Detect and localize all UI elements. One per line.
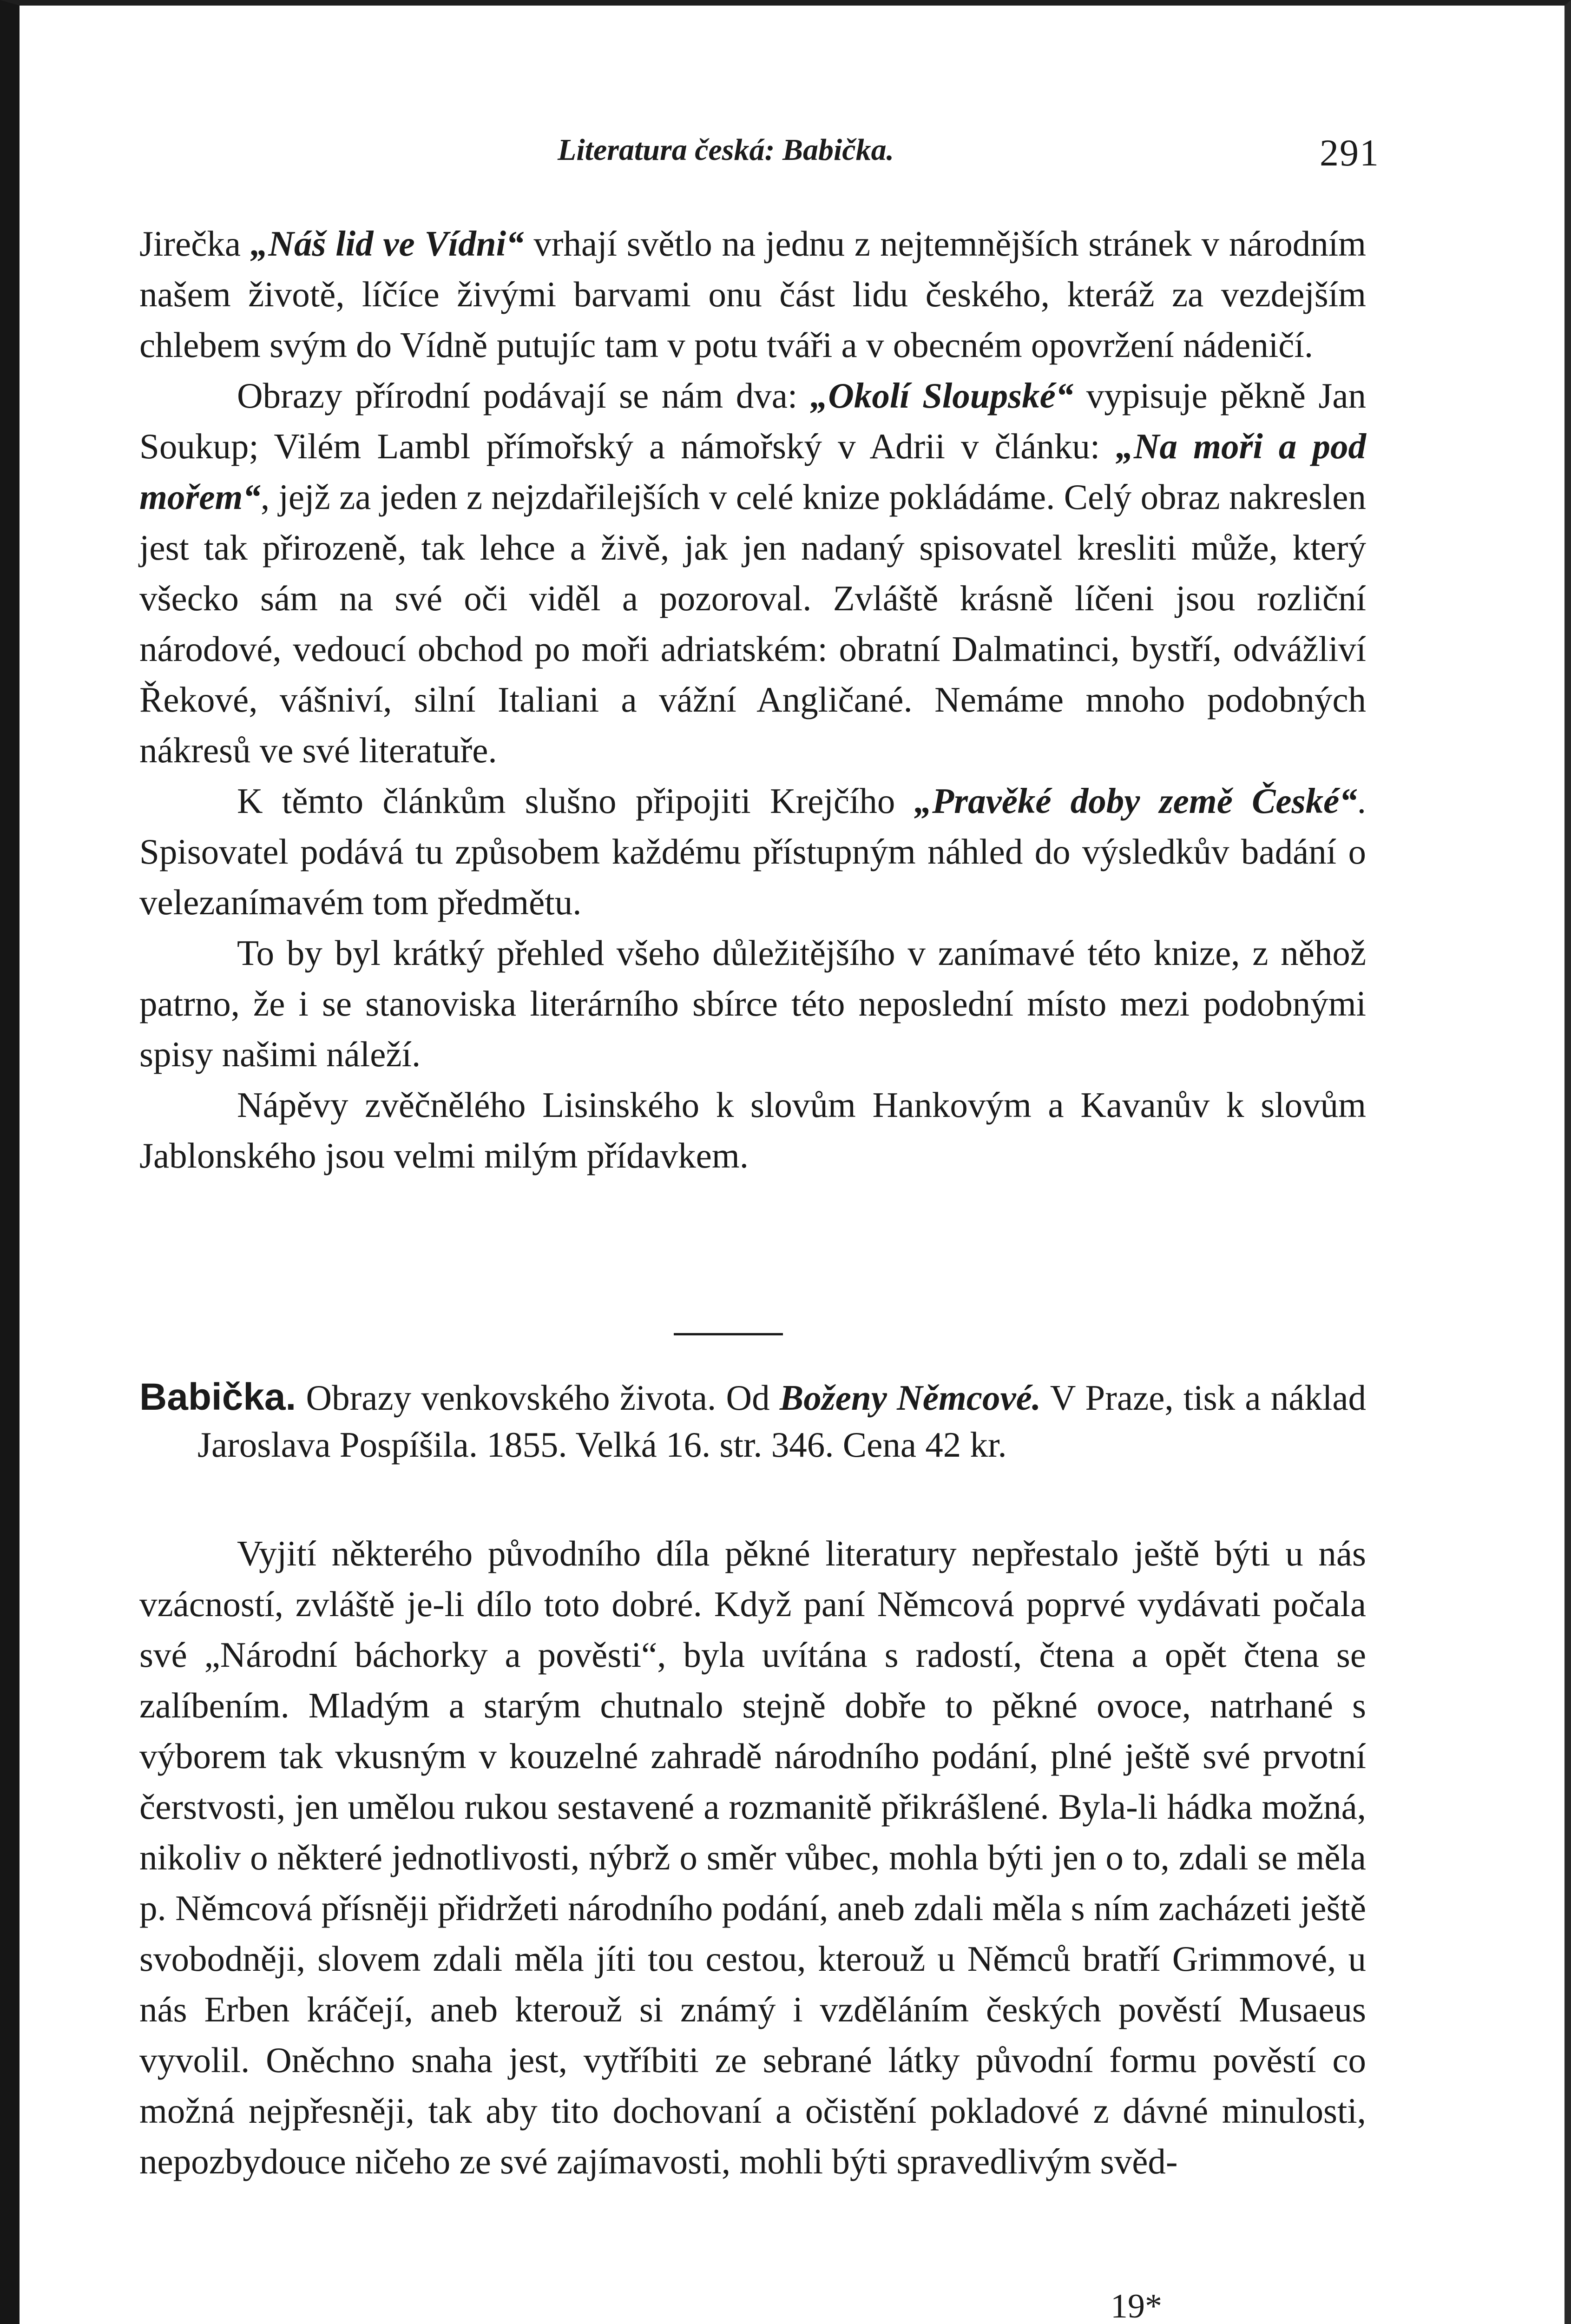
text-span: V Praze, tisk a náklad Jaroslava Pospíšila. 1855. Velká 16. str. 346. Cena 42 kr. [197,1378,1367,1465]
work-title: „Okolí Sloupské“ [810,376,1074,416]
text-span: , jejž za jeden z nejzdařilejších v celé knize pokládáme. Celý obraz nakreslen jest tak přirozeně, tak lehce a živě, jak jen nadaný spisovatel kresliti může, který všecko sám na své oči viděl a pozoroval. Zvláště krásně líčeni jsou rozliční národové, vedoucí obchod po moři adriatském: obratní Dalmatinci, bystří, odvážliví Řekové, vášniví, silní Italiani a vážní Angličané. Nemáme mnoho podobných nákresů ve své literatuře. [139,477,1366,770]
paragraph-5: Nápěvy zvěčnělého Lisinského k slovům Hankovým a Kavanův k slovům Jablonského jsou velmi milým přídavkem. [139,1085,1366,1175]
body-text [139,218,1366,1181]
entry-author: Boženy Němcové. [779,1378,1041,1418]
text-span: . Spisovatel podává tu způsobem každému přístupným náhled do výsledkův badání o velezanímavém tom předmětu. [139,781,1366,922]
text-span: Obrazy přírodní podávají se nám dva: [237,376,810,416]
paragraph-2 [139,370,1366,776]
paragraph-4: To by byl krátký přehled všeho důležitějšího v zanímavé této knize, z něhož patrno, že i se stanoviska literárního sbírce této neposlední místo mezi podobnými spisy našimi náleží. [139,933,1366,1074]
paragraph-1 [139,218,1366,370]
review-paragraph: Vyjití některého původního díla pěkné literatury nepřestalo ještě býti u nás vzácností, zvláště je-li dílo toto dobré. Když paní Němcová poprvé vydávati počala své „Národní báchorky a pověsti“, byla uvítána s radostí, čtena a opět čtena se zalíbením. Mladým a starým chutnalo stejně dobře to pěkné ovoce, natrhané s výborem tak vkusným v kouzelné zahradě národního podání, plné ještě své prvotní čerstvosti, jen umělou rukou sestavené a rozmanitě přikrášlené. Byla-li hádka možná, nikoliv o některé jednotlivosti, nýbrž o směr vůbec, mohla býti jen o to, zdali se měla p. Němcová přísněji přidržeti národního podání, aneb zdali měla s ním zacházeti ještě svobodněji, slovem zdali měla jíti tou cestou, kterouž u Němců bratří Grimmové, u nás Erben kráčejí, aneb kterouž si známý i vzděláním českých pověstí Musaeus vyvolil. Oněchno snaha jest, vytříbiti ze sebrané látky původní formu pověstí co možná nejpřesněji, tak aby tito dochovaní a očistění pokladové z dávné minulosti, nepozbydouce ničeho ze své zajímavosti, mohli býti spravedlivým svěd- [139,1533,1366,2181]
running-head: Literatura česká: Babička. [558,133,894,167]
section-divider [674,1333,783,1335]
text-span: Jirečka [139,224,250,264]
entry-headword: Babička. [139,1376,296,1418]
page-number: 291 [1320,132,1380,174]
printer-signature: 19* [1111,2287,1162,2324]
text-span: K těmto článkům slušno připojiti Krejčího [237,781,914,821]
text-span: vrhají světlo na jednu z nejtemnějších stránek v národním našem životě, líčíce živými barvami onu část lidu českého, kteráž za vezdejším chlebem svým do Vídně putujíc tam v potu tváři a v obecném opovržení nádeničí. [139,224,1367,365]
text-span: vypisuje pěkně Jan Soukup; Vilém Lambl přímořský a námořský v Adrii v článku: [139,376,1367,466]
work-title: „Pravěké doby země České“ [914,781,1357,821]
work-title: „Na moři a pod mořem“ [139,426,1367,517]
work-title: „Náš lid ve Vídni“ [250,224,524,264]
text-span: Obrazy venkovského života. Od [296,1378,780,1418]
paragraph-3 [139,776,1366,928]
bibliographic-entry [139,1373,1366,1468]
